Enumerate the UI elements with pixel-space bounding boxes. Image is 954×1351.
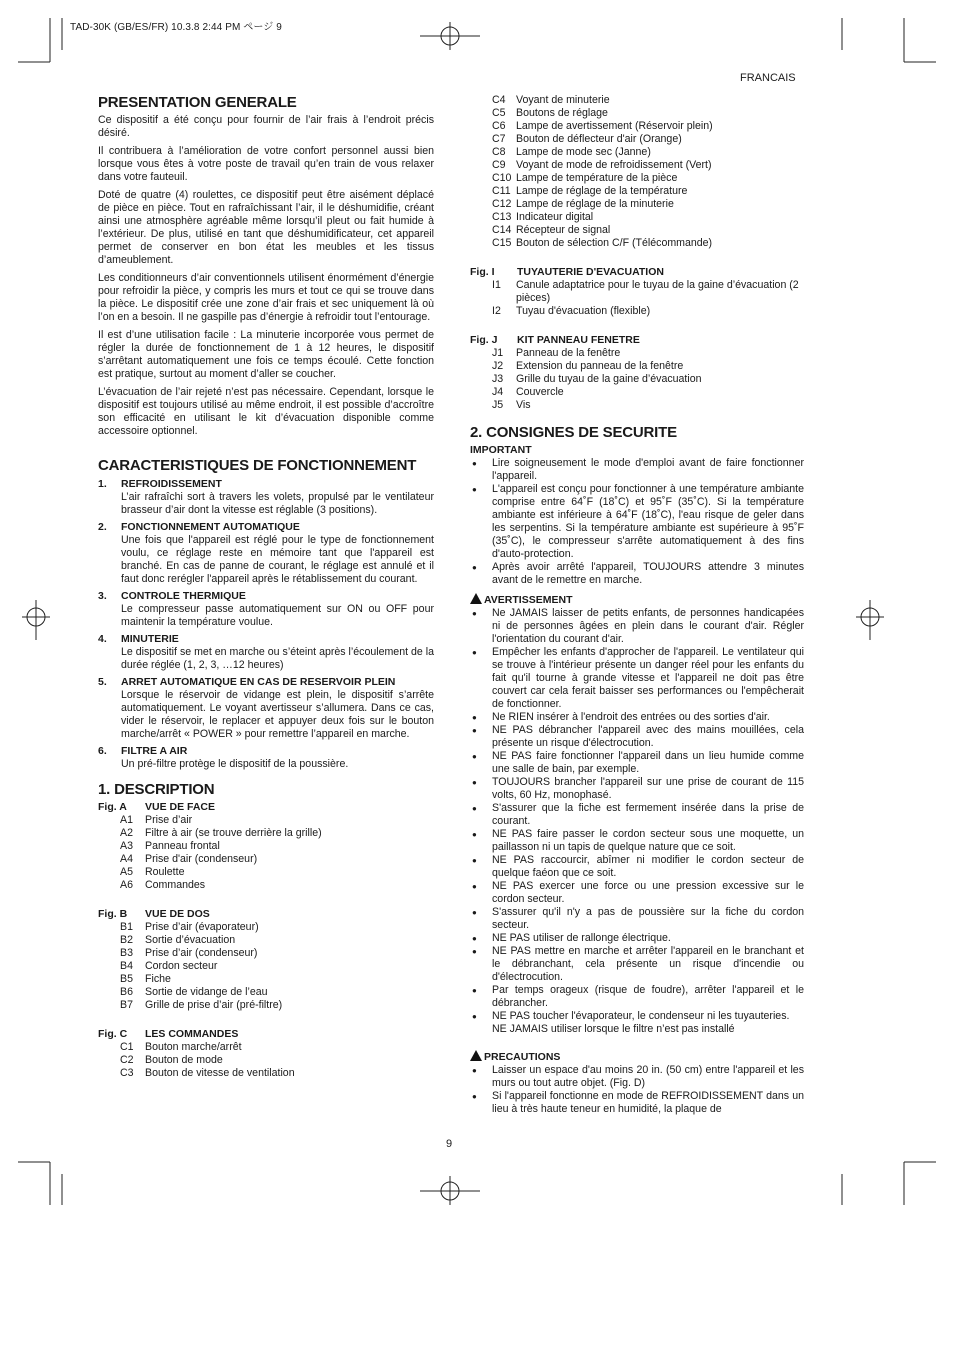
paragraph: Ce dispositif a été conçu pour fournir de l’air frais à l’endroit précis désiré. — [98, 114, 434, 139]
feature-text: L’air rafraîchi sort à travers les volets, propulsé par le ventilateur brasseur d’air dont la vitesse est réglable (3 positions). — [121, 491, 434, 516]
list-item: C8 Lampe de mode sec (Janne) — [492, 146, 651, 158]
warning-heading: AVERTISSEMENT — [470, 593, 804, 607]
list-item: I1 Canule adaptatrice pour le tuyau de la gaine d’évacuation (2 pièces) — [492, 279, 799, 304]
list-item: C3 Bouton de vitesse de ventilation — [120, 1067, 295, 1079]
fig-c-block — [98, 1028, 434, 1080]
list-item: ● NE PAS mettre en marche et arrêter l'appareil en le branchant et le débranchant, cela présente un risque d'incendie ou d'électrocution. — [470, 945, 804, 984]
paragraph: Les conditionneurs d’air conventionnels utilisent énormément d’énergie pour refroidir la pièce, y compris les murs et tout ce qui se trouve dans la pièce. Le dispositif crée une zone d’air frais et sec uniquement là où l’on en a besoin. Il ne gaspille pas d’énergie à refroidir tout l’entourage. — [98, 272, 434, 323]
list-item: I2 Tuyau d'évacuation (flexible) — [492, 305, 651, 317]
feature-number: 2. — [98, 521, 107, 533]
list-item: C12 Lampe de réglage de la minuterie — [492, 198, 674, 210]
feature-text: Lorsque le réservoir de vidange est plein, le dispositif s’arrête automatiquement. Le voyant avertisseur s’allumera. Dans ce cas, vider le réservoir, le replacer et appuyer deux fois sur le bouton marche/arrêt « POWER » pour remettre l’appareil en marche. — [121, 689, 434, 740]
feature-text: Le compresseur passe automatiquement sur ON ou OFF pour maintenir la température voulue. — [121, 603, 434, 628]
feature-text: Un pré-filtre protège le dispositif de la poussière. — [121, 758, 349, 770]
list-item: ● Après avoir arrêté l'appareil, TOUJOURS attendre 3 minutes avant de le remettre en marche. — [470, 561, 804, 587]
list-item: ● S'assurer qu'il n'y a pas de poussière sur la fiche du cordon secteur. — [470, 906, 804, 932]
list-item: ● NE PAS utiliser de rallonge électrique. — [470, 932, 804, 945]
feature-item — [98, 478, 434, 517]
list-item: B6 Sortie de vidange de l’eau — [120, 986, 268, 998]
feature-item — [98, 521, 434, 586]
fig-label: Fig. I — [470, 266, 495, 278]
feature-item — [98, 745, 434, 771]
list-item: C10 Lampe de température de la pièce — [492, 172, 678, 184]
list-item: B5 Fiche — [120, 973, 171, 985]
list-item: ● NE PAS débrancher l'appareil avec des mains mouillées, cela présente un risque d'électrocution. — [470, 724, 804, 750]
list-item: ● Lire soigneusement le mode d'emploi avant de faire fonctionner l'appareil. — [470, 457, 804, 483]
important-label: IMPORTANT — [470, 444, 532, 456]
feature-title: MINUTERIE — [121, 633, 179, 645]
list-item: C2 Bouton de mode — [120, 1054, 223, 1066]
list-item: NE JAMAIS utiliser lorsque le filtre n’est pas installé — [492, 1023, 735, 1035]
feature-item — [98, 633, 434, 672]
list-item: C11 Lampe de réglage de la température — [492, 185, 688, 197]
list-item: C6 Lampe de avertissement (Réservoir plein) — [492, 120, 713, 132]
list-item: B2 Sortie d’évacuation — [120, 934, 236, 946]
list-item: ● NE PAS exercer une force ou une pression excessive sur le cordon secteur. — [470, 880, 804, 906]
feature-text: Une fois que l'appareil est réglé pour le type de fonctionnement voulu, ce réglage reste en mémoire tant que l'appareil est branché. En cas de panne de courant, le réglage est annulé et il faut donc rerégler l'appareil après le rétablissement du courant. — [121, 534, 434, 585]
list-item: B1 Prise d’air (évaporateur) — [120, 921, 259, 933]
left-column — [98, 94, 434, 1080]
safety-title: 2. CONSIGNES DE SECURITE — [470, 424, 677, 441]
paragraph: L’évacuation de l’air rejeté n’est pas nécessaire. Cependant, lorsque le dispositif est toujours utilisé au même endroit, il est possible d’accroître son efficacité en utilisant le kit d’évacuation disponible comme accessoire optionnel. — [98, 386, 434, 437]
feature-text: Le dispositif se met en marche ou s’éteint après l’écoulement de la durée réglée (1, 2, 3, …12 heures) — [121, 646, 434, 671]
list-item: J4 Couvercle — [492, 386, 564, 398]
list-item: A3 Panneau frontal — [120, 840, 220, 852]
fig-label: Fig. A — [98, 801, 127, 813]
list-item: J1 Panneau de la fenêtre — [492, 347, 621, 359]
fig-title: LES COMMANDES — [145, 1028, 239, 1040]
language-label: FRANCAIS — [740, 72, 796, 84]
list-item: ● NE PAS faire fonctionner l'appareil dans un lieu humide comme une salle de bain, par exemple. — [470, 750, 804, 776]
fig-title: VUE DE DOS — [145, 908, 210, 920]
list-item: B7 Grille de prise d’air (pré-filtre) — [120, 999, 283, 1011]
paragraph: Il est d’une utilisation facile : La minuterie incorporée vous permet de régler la durée de fonctionnement de 1 à 12 heures, le dispositif s’arrêtant automatiquement une fois ce temps écoulé. Cette fonction est pratique, surtout au moment d’aller se coucher. — [98, 329, 434, 380]
list-item: ● Ne RIEN insérer à l'endroit des entrées ou des sorties d'air. — [470, 711, 804, 724]
feature-number: 5. — [98, 676, 107, 688]
fig-label: Fig. B — [98, 908, 128, 920]
feature-title: ARRET AUTOMATIQUE EN CAS DE RESERVOIR PLEIN — [121, 676, 396, 688]
list-item: ● S'assurer que la fiche est fermement insérée dans la prise de courant. — [470, 802, 804, 828]
fig-b-block — [98, 908, 434, 1012]
description-title: 1. DESCRIPTION — [98, 781, 215, 798]
feature-title: REFROIDISSEMENT — [121, 478, 222, 490]
fig-c-continued — [470, 94, 804, 250]
list-item: C4 Voyant de minuterie — [492, 94, 610, 106]
list-item: A1 Prise d’air — [120, 814, 193, 826]
list-item: ● Laisser un espace d'au moins 20 in. (50 cm) entre l'appareil et les murs ou tout autre objet. (Fig. D) — [470, 1064, 804, 1090]
fig-label: Fig. J — [470, 334, 498, 346]
list-item: C13 Indicateur digital — [492, 211, 594, 223]
paragraph: Doté de quatre (4) roulettes, ce dispositif peut être aisément déplacé de pièce en pièce. Tout en rafraîchissant l’air, il le déshumidifie, créant ainsi une atmosphère agréable même lorsqu’il pleut ou fait humide à l’extérieur. De plus, utilisé en tant que déshumidificateur, cet appareil permet de conserver en bon état les meubles et les tissus d’ameublement. — [98, 189, 434, 266]
list-item: ● TOUJOURS brancher l'appareil sur une prise de courant de 115 volts, 60 Hz, monophasé. — [470, 776, 804, 802]
list-item: J3 Grille du tuyau de la gaine d’évacuation — [492, 373, 702, 385]
feature-number: 3. — [98, 590, 107, 602]
list-item: A4 Prise d'air (condenseur) — [120, 853, 258, 865]
list-item: C1 Bouton marche/arrêt — [120, 1041, 242, 1053]
fig-title: VUE DE FACE — [145, 801, 216, 813]
right-column — [470, 94, 804, 1116]
list-item: A6 Commandes — [120, 879, 206, 891]
list-item: C7 Bouton de déflecteur d'air (Orange) — [492, 133, 682, 145]
list-item: ● L'appareil est conçu pour fonctionner à une température ambiante comprise entre 64˚F (18˚C) et 95˚F (35˚C). Si la température ambiante est inférieure à 64˚F (18˚C), l'eau risque de geler dans les serpentins. Si la température ambiante est supérieure à 95˚F (35˚C), le compresseur s'arrête automatiquement à des fins d'auto-protection. — [470, 483, 804, 561]
list-item: ● Par temps orageux (risque de foudre), arrêter l'appareil et le débrancher. — [470, 984, 804, 1010]
list-item: A5 Roulette — [120, 866, 185, 878]
list-item: ● NE PAS raccourcir, abîmer ni modifier le cordon secteur de quelque faéon que ce soit. — [470, 854, 804, 880]
list-item: ● Si l'appareil fonctionne en mode de REFROIDISSEMENT dans un lieu à très haute teneur en humidité, la plaque de — [470, 1090, 804, 1116]
list-item: C5 Boutons de réglage — [492, 107, 608, 119]
list-item: J5 Vis — [492, 399, 531, 411]
presentation-title: PRESENTATION GENERALE — [98, 94, 297, 111]
feature-item — [98, 590, 434, 629]
feature-title: FONCTIONNEMENT AUTOMATIQUE — [121, 521, 300, 533]
precautions-heading: PRECAUTIONS — [470, 1050, 804, 1064]
fig-a-block — [98, 801, 434, 892]
warning-icon — [470, 1050, 482, 1061]
list-item: ● Ne JAMAIS laisser de petits enfants, de personnes handicapées ni de personnes âgées en plein dans le courant d'air. Régler l'orientation du courant d'air. — [470, 607, 804, 646]
fig-i-block — [470, 266, 804, 318]
page-number: 9 — [446, 1138, 453, 1150]
warning-icon — [470, 593, 482, 604]
print-file-header: TAD-30K (GB/ES/FR) 10.3.8 2:44 PM ページ 9 — [70, 22, 282, 33]
feature-title: CONTROLE THERMIQUE — [121, 590, 246, 602]
feature-number: 6. — [98, 745, 107, 757]
feature-number: 4. — [98, 633, 107, 645]
paragraph: Il contribuera à l’amélioration de votre confort personnel aussi bien lorsque vous êtes à votre poste de travail qu’en train de vous relaxer dans votre fauteuil. — [98, 145, 434, 183]
feature-title: FILTRE A AIR — [121, 745, 188, 757]
list-item: ● NE PAS toucher l'évaporateur, le condenseur ni les tuyauteries. — [470, 1010, 804, 1023]
list-item: C14 Récepteur de signal — [492, 224, 611, 236]
list-item: C15 Bouton de sélection C/F (Télécommande) — [492, 237, 713, 249]
fig-title: KIT PANNEAU FENETRE — [517, 334, 640, 346]
features-title: CARACTERISTIQUES DE FONCTIONNEMENT — [98, 457, 417, 474]
list-item: B3 Prise d’air (condenseur) — [120, 947, 258, 959]
list-item: A2 Filtre à air (se trouve derrière la grille) — [120, 827, 322, 839]
list-item: J2 Extension du panneau de la fenêtre — [492, 360, 684, 372]
list-item: B4 Cordon secteur — [120, 960, 218, 972]
fig-title: TUYAUTERIE D'EVACUATION — [517, 266, 664, 278]
fig-label: Fig. C — [98, 1028, 128, 1040]
fig-j-block — [470, 334, 804, 412]
list-item: ● Empêcher les enfants d'approcher de l'appareil. Le ventilateur qui se trouve à l'intérieur présente un danger réel pour les enfants du fait qu'il tourne à grande vitesse et l'appareil ne doit pas être couvert car cela ferait baisser ses performances ou l'empêcherait de fonctionner. — [470, 646, 804, 711]
list-item: C9 Voyant de mode de refroidissement (Vert) — [492, 159, 712, 171]
feature-number: 1. — [98, 478, 107, 490]
list-item: ● NE PAS faire passer le cordon secteur sous une moquette, un paillasson ni un tapis de quelque nature que ce soit. — [470, 828, 804, 854]
feature-item — [98, 676, 434, 741]
